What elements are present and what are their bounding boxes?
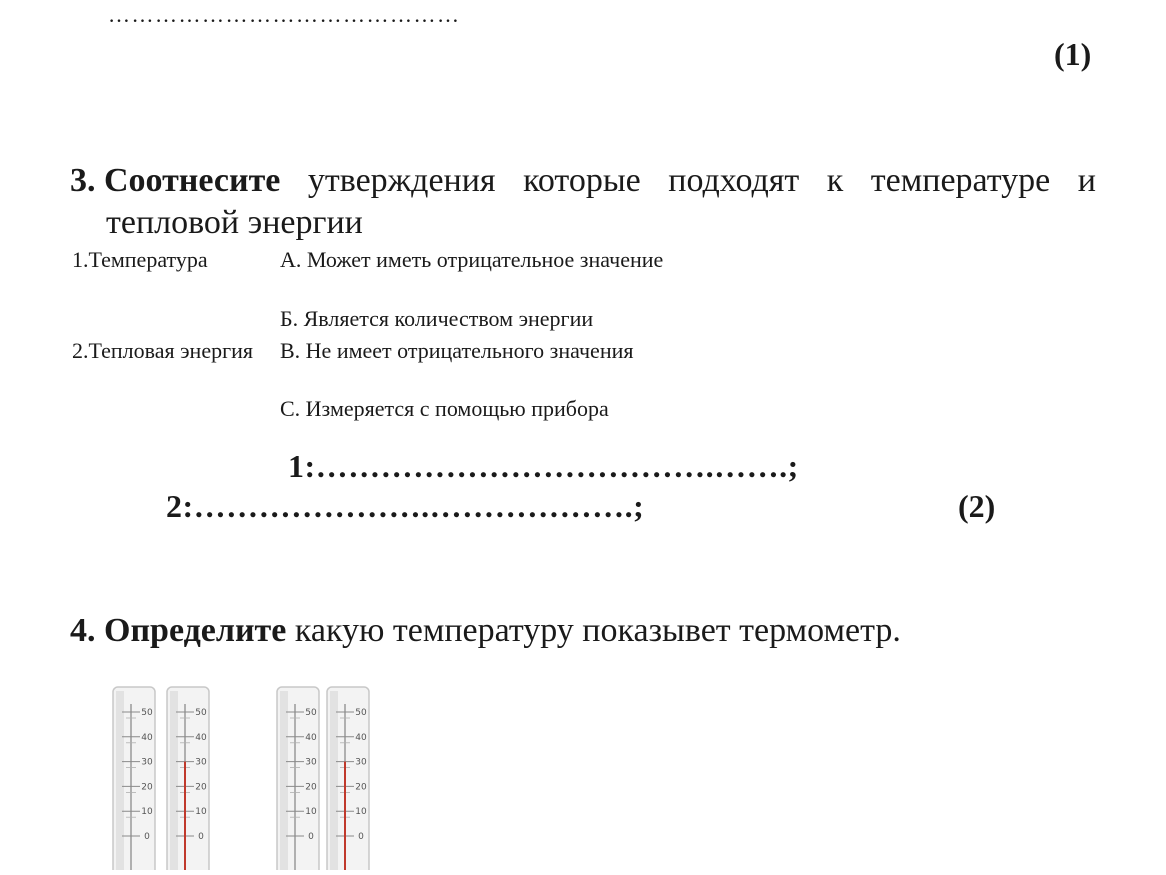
answer-line-1: 1:……………………………….…….; [288, 448, 799, 484]
question-4-verb: Определите [104, 612, 287, 649]
thermometer-scale-label: 50 [355, 708, 367, 718]
thermometer [276, 686, 322, 875]
thermometer [112, 686, 158, 875]
thermometer-svg [112, 686, 158, 870]
right-item-s: С. Измеряется с помощью прибора [280, 396, 609, 421]
thermometer-scale-label: 10 [195, 807, 207, 818]
thermometer-shade [170, 691, 178, 870]
question-3-word: температуре [870, 162, 1051, 199]
question-3-word: подходят [668, 162, 800, 199]
thermometer-scale-label: 0 [308, 832, 314, 842]
score-q3: (2) [958, 488, 996, 524]
question-3-heading-line2: тепловой энергии [106, 204, 363, 241]
thermometer-scale-label: 0 [144, 832, 150, 842]
thermometer-scale-label: 50 [305, 708, 317, 718]
thermometer-scale-label: 50 [195, 708, 207, 718]
thermometer-scale-label: 40 [305, 732, 317, 743]
thermometer-scale-label: 40 [141, 732, 153, 743]
thermometer-scale-label: 40 [355, 732, 367, 743]
question-3-heading [70, 162, 1096, 200]
thermometer-scale-label: 0 [358, 832, 364, 842]
thermometer-svg [326, 686, 372, 870]
question-4-number: 4. [70, 612, 96, 649]
thermometer-scale-label: 50 [141, 708, 153, 718]
thermometer-shade [116, 691, 124, 870]
thermometer-scale-label: 20 [305, 782, 317, 793]
thermometer-scale-label: 10 [305, 807, 317, 818]
question-3-word: и [1077, 162, 1096, 199]
question-3-verb: Соотнесите [104, 162, 281, 199]
thermometer-scale-label: 20 [195, 782, 207, 793]
thermometer-shade [280, 691, 288, 870]
thermometer-scale-label: 10 [141, 807, 153, 818]
thermometer [166, 686, 212, 875]
thermometer-scale-label: 30 [141, 757, 153, 768]
thermometer-scale-label: 10 [355, 807, 367, 818]
thermometer-shade [330, 691, 338, 870]
thermometer-svg [276, 686, 322, 870]
question-3-word: утверждения [307, 162, 496, 199]
question-3-word: которые [523, 162, 641, 199]
left-item-temperature: 1.Температура [72, 247, 208, 272]
thermometer-scale-label: 20 [141, 782, 153, 793]
question-4-text: какую температуру показывет термометр. [294, 612, 901, 649]
thermometer-scale-label: 20 [355, 782, 367, 793]
thermometer-scale-label: 30 [355, 757, 367, 768]
score-q2: (1) [1054, 36, 1092, 72]
thermometer-scale-label: 0 [198, 832, 204, 842]
right-item-a: А. Может иметь отрицательное значение [280, 247, 664, 272]
thermometer-svg [166, 686, 212, 870]
right-item-b: Б. Является количеством энергии [280, 306, 594, 331]
thermometer [326, 686, 372, 875]
left-item-heat-energy: 2.Тепловая энергия [72, 338, 253, 363]
answer-dots-line: ……………………………………… [108, 2, 461, 27]
question-4-heading [70, 612, 901, 650]
right-item-v: В. Не имеет отрицательного значения [280, 338, 634, 363]
question-3-number: 3. [70, 162, 96, 199]
thermometer-scale-label: 40 [195, 732, 207, 743]
answer-line-2: 2:………………….……………….; [166, 488, 645, 524]
thermometer-scale-label: 30 [305, 757, 317, 768]
thermometer-scale-label: 30 [195, 757, 207, 768]
question-3-word: к [826, 162, 844, 199]
